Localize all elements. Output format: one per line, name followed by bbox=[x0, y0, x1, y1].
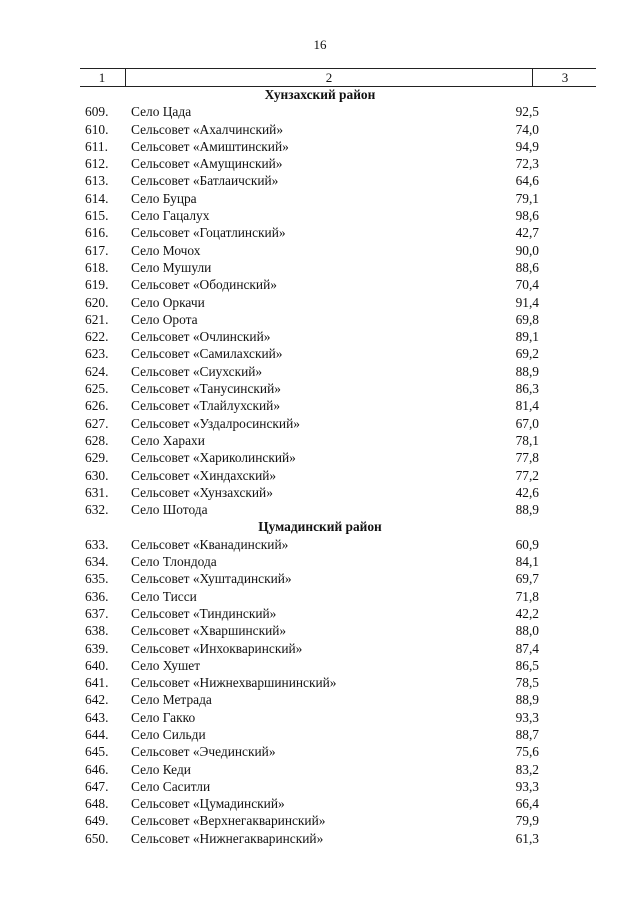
settlement-name: Сельсовет «Хиндахский» bbox=[131, 467, 277, 483]
row-value: 60,9 bbox=[515, 536, 539, 552]
section-title: Цумадинский район bbox=[258, 519, 382, 535]
settlement-name: Село Цада bbox=[131, 104, 192, 120]
row-number: 625. bbox=[85, 381, 109, 397]
settlement-name: Село Мочох bbox=[131, 242, 201, 258]
table-row bbox=[0, 467, 640, 484]
row-number: 648. bbox=[85, 796, 109, 812]
row-value: 42,2 bbox=[515, 605, 539, 621]
table-row bbox=[0, 674, 640, 691]
table-row bbox=[0, 726, 640, 743]
table-row bbox=[0, 190, 640, 207]
table-row bbox=[0, 795, 640, 812]
table-row bbox=[0, 397, 640, 414]
row-number: 633. bbox=[85, 536, 109, 552]
row-value: 67,0 bbox=[515, 415, 539, 431]
row-value: 93,3 bbox=[515, 709, 539, 725]
settlement-name: Сельсовет «Хуштадинский» bbox=[131, 571, 292, 587]
settlement-name: Село Харахи bbox=[131, 432, 205, 448]
table-row bbox=[0, 276, 640, 293]
row-number: 638. bbox=[85, 623, 109, 639]
table-row bbox=[0, 294, 640, 311]
row-value: 93,3 bbox=[515, 778, 539, 794]
column-header-number: 1 bbox=[98, 70, 106, 85]
row-value: 66,4 bbox=[515, 796, 539, 812]
row-number: 617. bbox=[85, 242, 109, 258]
table-row bbox=[0, 207, 640, 224]
row-number: 620. bbox=[85, 294, 109, 310]
row-value: 86,3 bbox=[515, 381, 539, 397]
row-value: 81,4 bbox=[515, 398, 539, 414]
row-value: 79,9 bbox=[515, 813, 539, 829]
table-row bbox=[0, 432, 640, 449]
row-value: 92,5 bbox=[515, 104, 539, 120]
table-body bbox=[0, 86, 640, 847]
table-row bbox=[0, 640, 640, 657]
row-number: 639. bbox=[85, 640, 109, 656]
table-row bbox=[0, 553, 640, 570]
settlement-name: Сельсовет «Ахалчинский» bbox=[131, 121, 284, 137]
row-value: 91,4 bbox=[515, 294, 539, 310]
table-row bbox=[0, 743, 640, 760]
settlement-name: Сельсовет «Уздалросинский» bbox=[131, 415, 300, 431]
row-number: 645. bbox=[85, 744, 109, 760]
settlement-name: Сельсовет «Самилахский» bbox=[131, 346, 283, 362]
row-number: 642. bbox=[85, 692, 109, 708]
section-title: Хунзахский район bbox=[264, 87, 376, 102]
row-number: 611. bbox=[85, 138, 108, 154]
row-value: 88,7 bbox=[515, 726, 539, 742]
settlement-name: Сельсовет «Хариколинский» bbox=[131, 450, 296, 466]
settlement-name: Сельсовет «Хваршинский» bbox=[131, 623, 287, 639]
row-number: 635. bbox=[85, 571, 109, 587]
table-row bbox=[0, 709, 640, 726]
row-number: 649. bbox=[85, 813, 109, 829]
settlement-name: Сельсовет «Тиндинский» bbox=[131, 605, 277, 621]
table-row bbox=[0, 380, 640, 397]
settlement-name: Сельсовет «Ободинский» bbox=[131, 277, 277, 293]
column-header-value: 3 bbox=[532, 69, 597, 86]
settlement-name: Село Сильди bbox=[131, 726, 206, 742]
row-value: 84,1 bbox=[515, 554, 539, 570]
table-row bbox=[0, 484, 640, 501]
row-number: 636. bbox=[85, 588, 109, 604]
row-number: 613. bbox=[85, 173, 109, 189]
table-row bbox=[0, 172, 640, 189]
row-value: 90,0 bbox=[515, 242, 539, 258]
row-value: 79,1 bbox=[515, 190, 539, 206]
settlement-name: Сельсовет «Батлаичский» bbox=[131, 173, 279, 189]
row-value: 72,3 bbox=[515, 156, 539, 172]
table-row bbox=[0, 691, 640, 708]
table-row bbox=[0, 242, 640, 259]
settlement-name: Село Мушули bbox=[131, 259, 212, 275]
table-row bbox=[0, 328, 640, 345]
table-row bbox=[0, 103, 640, 120]
row-value: 77,2 bbox=[515, 467, 539, 483]
row-number: 641. bbox=[85, 675, 109, 691]
table-row bbox=[0, 345, 640, 362]
settlement-name: Сельсовет «Кванадинский» bbox=[131, 536, 289, 552]
row-value: 42,7 bbox=[515, 225, 539, 241]
table-row bbox=[0, 778, 640, 795]
settlement-name: Село Шотода bbox=[131, 502, 208, 518]
row-number: 616. bbox=[85, 225, 109, 241]
settlement-name: Сельсовет «Инхокваринский» bbox=[131, 640, 303, 656]
row-number: 650. bbox=[85, 830, 109, 846]
table-row bbox=[0, 449, 640, 466]
row-number: 628. bbox=[85, 432, 109, 448]
row-number: 631. bbox=[85, 484, 109, 500]
row-number: 629. bbox=[85, 450, 109, 466]
row-value: 88,9 bbox=[515, 363, 539, 379]
section-heading-row bbox=[0, 86, 640, 103]
settlement-name: Сельсовет «Нижнехваршининский» bbox=[131, 675, 337, 691]
row-value: 88,6 bbox=[515, 259, 539, 275]
table-row bbox=[0, 536, 640, 553]
row-number: 618. bbox=[85, 259, 109, 275]
settlement-name: Сельсовет «Нижнегакваринский» bbox=[131, 830, 324, 846]
settlement-name: Село Тлондода bbox=[131, 554, 217, 570]
row-value: 86,5 bbox=[515, 657, 539, 673]
row-value: 70,4 bbox=[515, 277, 539, 293]
row-value: 83,2 bbox=[515, 761, 539, 777]
settlement-name: Село Оркачи bbox=[131, 294, 205, 310]
row-number: 612. bbox=[85, 156, 109, 172]
row-value: 75,6 bbox=[515, 744, 539, 760]
row-number: 637. bbox=[85, 605, 109, 621]
settlement-name: Село Хушет bbox=[131, 657, 201, 673]
row-number: 646. bbox=[85, 761, 109, 777]
row-value: 78,1 bbox=[515, 432, 539, 448]
row-number: 634. bbox=[85, 554, 109, 570]
row-number: 614. bbox=[85, 190, 109, 206]
row-value: 89,1 bbox=[515, 329, 539, 345]
row-number: 623. bbox=[85, 346, 109, 362]
row-number: 643. bbox=[85, 709, 109, 725]
settlement-name: Село Орота bbox=[131, 311, 198, 327]
table-row bbox=[0, 121, 640, 138]
row-value: 94,9 bbox=[515, 138, 539, 154]
row-number: 622. bbox=[85, 329, 109, 345]
row-value: 71,8 bbox=[515, 588, 539, 604]
row-number: 626. bbox=[85, 398, 109, 414]
row-value: 87,4 bbox=[515, 640, 539, 656]
row-number: 615. bbox=[85, 208, 109, 224]
table-row bbox=[0, 259, 640, 276]
row-value: 42,6 bbox=[515, 484, 539, 500]
settlement-name: Сельсовет «Амущинский» bbox=[131, 156, 283, 172]
settlement-name: Сельсовет «Амиштинский» bbox=[131, 138, 289, 154]
row-value: 69,2 bbox=[515, 346, 539, 362]
settlement-name: Сельсовет «Хунзахский» bbox=[131, 484, 273, 500]
row-number: 647. bbox=[85, 778, 109, 794]
settlement-name: Село Кеди bbox=[131, 761, 191, 777]
settlement-name: Сельсовет «Гоцатлинский» bbox=[131, 225, 286, 241]
table-row bbox=[0, 155, 640, 172]
settlement-name: Село Метрада bbox=[131, 692, 212, 708]
row-value: 77,8 bbox=[515, 450, 539, 466]
row-number: 630. bbox=[85, 467, 109, 483]
row-value: 88,9 bbox=[515, 692, 539, 708]
settlement-name: Сельсовет «Эчединский» bbox=[131, 744, 276, 760]
table-row bbox=[0, 501, 640, 518]
table-row bbox=[0, 224, 640, 241]
settlement-name: Село Саситли bbox=[131, 778, 211, 794]
row-number: 627. bbox=[85, 415, 109, 431]
table-row bbox=[0, 622, 640, 639]
row-number: 624. bbox=[85, 363, 109, 379]
row-number: 640. bbox=[85, 657, 109, 673]
table-header bbox=[80, 68, 596, 87]
settlement-name: Село Тисси bbox=[131, 588, 197, 604]
row-number: 632. bbox=[85, 502, 109, 518]
settlement-name: Сельсовет «Цумадинский» bbox=[131, 796, 285, 812]
row-value: 61,3 bbox=[515, 830, 539, 846]
row-value: 74,0 bbox=[515, 121, 539, 137]
row-value: 98,6 bbox=[515, 208, 539, 224]
settlement-name: Сельсовет «Верхнегакваринский» bbox=[131, 813, 326, 829]
row-number: 621. bbox=[85, 311, 109, 327]
settlement-name: Село Гакко bbox=[131, 709, 196, 725]
table-row bbox=[0, 138, 640, 155]
row-value: 88,0 bbox=[515, 623, 539, 639]
table-row bbox=[0, 812, 640, 829]
row-value: 64,6 bbox=[515, 173, 539, 189]
row-number: 619. bbox=[85, 277, 109, 293]
row-value: 88,9 bbox=[515, 502, 539, 518]
table-row bbox=[0, 657, 640, 674]
row-number: 610. bbox=[85, 121, 109, 137]
settlement-name: Сельсовет «Танусинский» bbox=[131, 381, 281, 397]
table-row bbox=[0, 605, 640, 622]
settlement-name: Сельсовет «Очлинский» bbox=[131, 329, 271, 345]
table-row bbox=[0, 588, 640, 605]
table-row bbox=[0, 830, 640, 847]
table-row bbox=[0, 415, 640, 432]
page-number: 16 bbox=[313, 37, 327, 52]
row-value: 69,8 bbox=[515, 311, 539, 327]
row-number: 644. bbox=[85, 726, 109, 742]
row-number: 609. bbox=[85, 104, 109, 120]
settlement-name: Село Гацалух bbox=[131, 208, 210, 224]
settlement-name: Село Буцра bbox=[131, 190, 197, 206]
table-row bbox=[0, 570, 640, 587]
section-heading-row bbox=[0, 518, 640, 535]
settlement-name: Сельсовет «Тлайлухский» bbox=[131, 398, 281, 414]
row-value: 78,5 bbox=[515, 675, 539, 691]
settlement-name: Сельсовет «Сиухский» bbox=[131, 363, 263, 379]
table-row bbox=[0, 311, 640, 328]
table-row bbox=[0, 761, 640, 778]
table-row bbox=[0, 363, 640, 380]
row-value: 69,7 bbox=[515, 571, 539, 587]
column-header-name: 2 bbox=[125, 69, 532, 86]
